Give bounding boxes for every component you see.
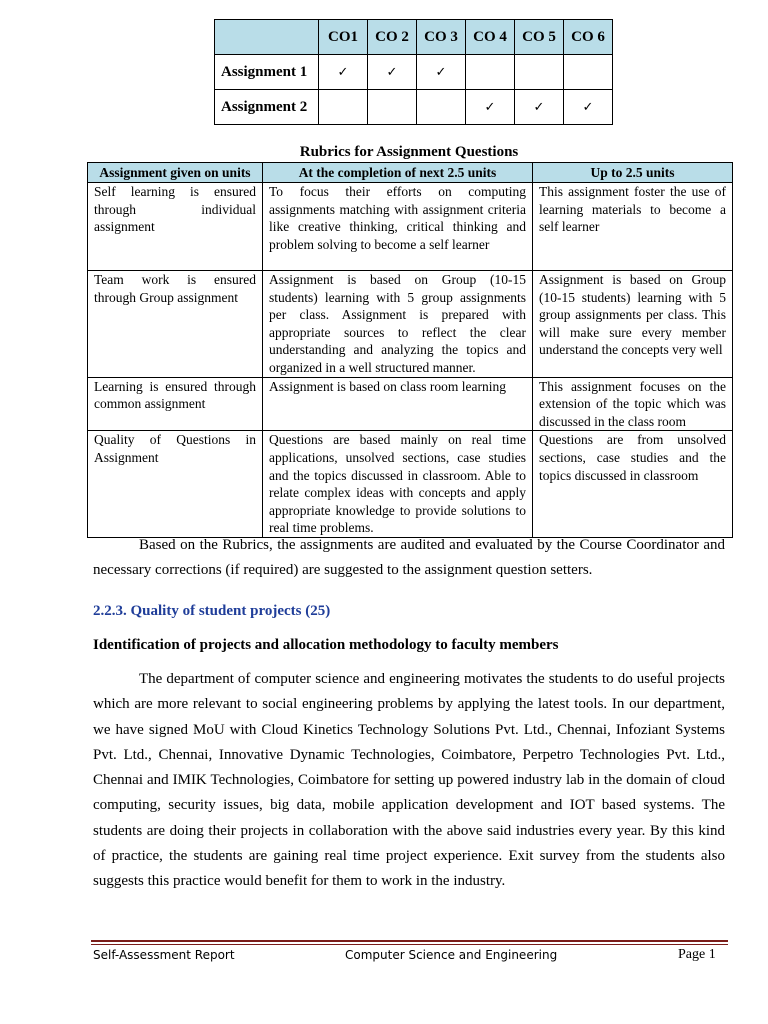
co-header: CO1 (319, 20, 368, 55)
co-header: CO 2 (368, 20, 417, 55)
co-check-cell (417, 90, 466, 125)
co-check-cell (466, 55, 515, 90)
co-check-cell: ✓ (368, 55, 417, 90)
co-header: CO 5 (515, 20, 564, 55)
rubrics-table (87, 162, 733, 538)
footer-department: Computer Science and Engineering (345, 948, 558, 962)
rubrics-row (88, 271, 733, 378)
rubrics-header: At the completion of next 2.5 units (263, 163, 533, 183)
co-header: CO 3 (417, 20, 466, 55)
rubrics-header: Up to 2.5 units (533, 163, 733, 183)
co-row-label: Assignment 1 (215, 55, 319, 90)
rubrics-row (88, 431, 733, 538)
rubrics-cell: This assignment foster the use of learning materials to become a self learner (533, 183, 733, 271)
rubrics-cell: Self learning is ensured through individual assignment (88, 183, 263, 271)
co-row-assignment-2 (215, 90, 613, 125)
co-row-assignment-1 (215, 55, 613, 90)
co-corner-cell (215, 20, 319, 55)
rubrics-header-row (88, 163, 733, 183)
co-check-cell: ✓ (466, 90, 515, 125)
rubrics-title: Rubrics for Assignment Questions (299, 144, 519, 160)
co-check-cell (515, 55, 564, 90)
co-row-label: Assignment 2 (215, 90, 319, 125)
co-header: CO 6 (564, 20, 613, 55)
co-header-row (215, 20, 613, 55)
footer-page-number: Page 1 (678, 947, 716, 962)
rubrics-cell: Assignment is based on Group (10-15 students) learning with 5 group assignments per class. This will make sure every member understand the concepts very well (533, 271, 733, 378)
footer-rule (91, 940, 728, 942)
co-header: CO 4 (466, 20, 515, 55)
subheading: Identification of projects and allocation methodology to faculty members (93, 637, 559, 653)
rubrics-header: Assignment given on units (88, 163, 263, 183)
rubrics-paragraph: Based on the Rubrics, the assignments are audited and evaluated by the Course Coordinator and necessary corrections (if required) are suggested to the assignment question setters. (93, 537, 725, 579)
rubrics-cell: Team work is ensured through Group assignment (88, 271, 263, 378)
projects-paragraph: The department of computer science and engineering motivates the students to do useful projects which are more relevant to social engineering problems by applying the latest tools. In our department, we have signed MoU with Cloud Kinetics Technology Solutions Pvt. Ltd., Chennai, Infoziant Systems Pvt. Ltd., Chennai, Innovative Dynamic Technologies, Coimbatore, Perpetro Technologies Pvt. Ltd., Chennai and IMIK Technologies, Coimbatore for setting up powered industry lab in the domain of cloud computing, security issues, big data, mobile application development and IOT based systems. The students are doing their projects in collaboration with the above said industries every year. By this kind of practice, the students are gaining real time project experience. Exit survey from the students also suggests this practice would benefit for them to work in the industry. (93, 671, 725, 890)
co-check-cell: ✓ (515, 90, 564, 125)
section-heading: 2.2.3. Quality of student projects (25) (93, 603, 331, 619)
co-check-cell: ✓ (564, 90, 613, 125)
footer-rule-thin (91, 944, 728, 945)
rubrics-row (88, 183, 733, 271)
rubrics-cell: This assignment focuses on the extension of the topic which was discussed in the class room (533, 377, 733, 431)
rubrics-cell: Quality of Questions in Assignment (88, 431, 263, 538)
co-check-cell (368, 90, 417, 125)
rubrics-cell: Questions are based mainly on real time applications, unsolved sections, case studies and the topics discussed in classroom. Able to relate complex ideas with concepts and apply appropriate knowledge to provide solutions to real time problems. (263, 431, 533, 538)
rubrics-row (88, 377, 733, 431)
rubrics-cell: To focus their efforts on computing assignments matching with assignment criteria like creative thinking, critical thinking and problem solving to become a self learner (263, 183, 533, 271)
rubrics-cell: Assignment is based on class room learning (263, 377, 533, 431)
co-check-cell (319, 90, 368, 125)
rubrics-cell: Assignment is based on Group (10-15 students) learning with 5 group assignments per class. Assignment is prepared with appropriate sources to reflect the clear understanding and analyzing the topics and organized in a well structured manner. (263, 271, 533, 378)
co-check-cell (564, 55, 613, 90)
rubrics-cell: Learning is ensured through common assignment (88, 377, 263, 431)
co-check-cell: ✓ (319, 55, 368, 90)
co-mapping-table (214, 19, 613, 125)
rubrics-cell: Questions are from unsolved sections, case studies and the topics discussed in classroom (533, 431, 733, 538)
co-check-cell: ✓ (417, 55, 466, 90)
footer-report-name: Self-Assessment Report (93, 948, 235, 962)
